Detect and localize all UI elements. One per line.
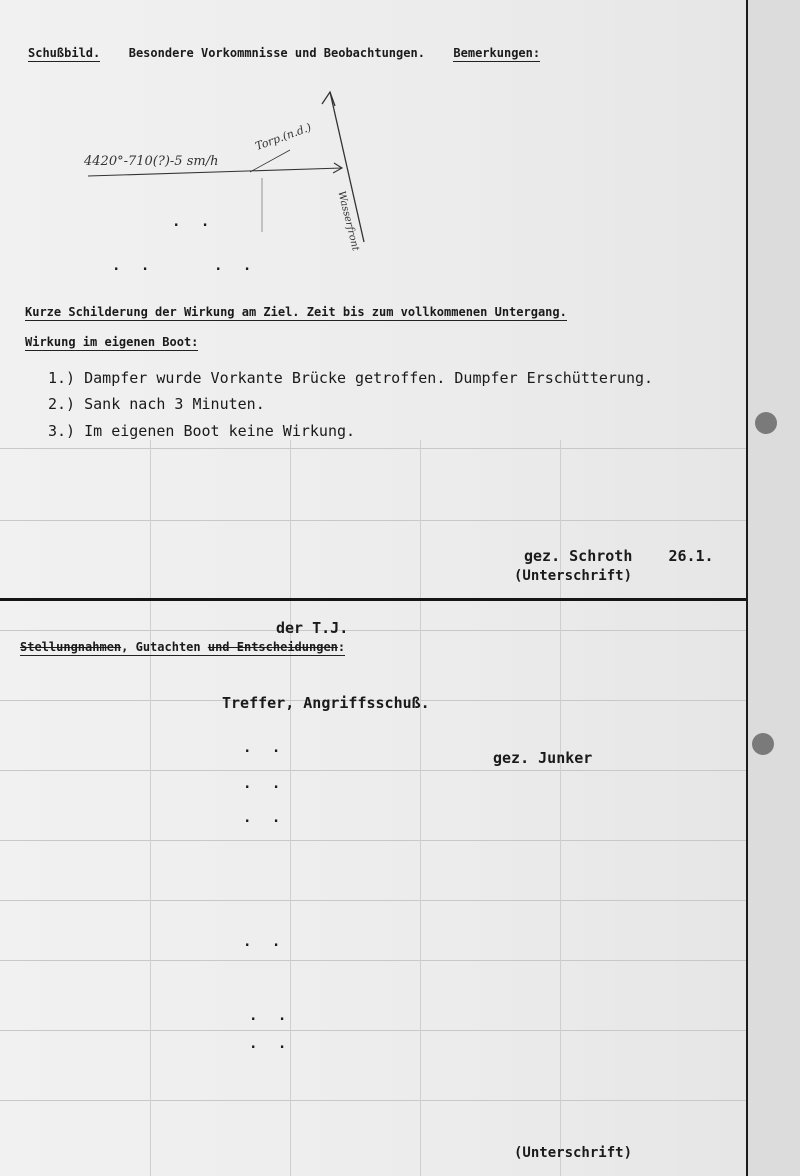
heading-colon: : — [337, 640, 346, 654]
fill-dots: . . — [172, 214, 216, 230]
sketch-target-label: Wasserfront — [335, 190, 361, 253]
effect-item: 2.) Sank nach 3 Minuten. — [48, 395, 265, 413]
bleed-line — [150, 440, 151, 1176]
bleed-line — [290, 440, 291, 1176]
fill-dots: . . — [243, 776, 287, 792]
sketch-tick — [250, 150, 290, 172]
effect-item: 1.) Dampfer wurde Vorkante Brücke getroffen. Dumpfer Erschütterung. — [48, 369, 654, 387]
fill-dots: . . — [243, 740, 287, 756]
fill-dots: . . — [249, 1036, 293, 1052]
page-margin-strip — [748, 0, 800, 1176]
section-statements-heading — [20, 640, 345, 654]
signature-text: gez. Schroth — [524, 547, 633, 565]
junker-signature: gez. Junker — [493, 749, 593, 767]
section-effect-on-target-heading — [25, 305, 567, 319]
fill-dots: . . — [214, 258, 258, 274]
signature-caption: (Unterschrift) — [514, 568, 633, 584]
struck-stellungnahmen: Stellungnahmen — [20, 640, 122, 654]
bleed-line — [0, 840, 746, 841]
fill-dots: . . — [249, 1008, 293, 1024]
bleed-line — [0, 520, 746, 521]
section-divider — [0, 598, 746, 601]
bleed-line — [0, 770, 746, 771]
bleed-line — [0, 1100, 746, 1101]
section-effect-own-boat-heading — [25, 335, 198, 349]
bleed-line — [0, 630, 746, 631]
punch-hole — [752, 733, 774, 755]
effect-own-boat-heading-text: Wirkung im eigenen Boot: — [25, 335, 199, 349]
sketch-torpedo-label: Torp.(n.d.) — [253, 120, 314, 153]
fill-dots: . . — [112, 258, 156, 274]
punch-hole — [755, 412, 777, 434]
fill-dots: . . — [243, 810, 287, 826]
heading-vorkommnisse: Besondere Vorkommnisse und Beobachtungen. — [128, 46, 425, 60]
commander-signature — [524, 547, 714, 565]
heading-gutachten: , Gutachten — [121, 640, 208, 654]
signature-caption-bottom: (Unterschrift) — [514, 1145, 633, 1161]
bleed-line — [0, 900, 746, 901]
fill-dots: . . — [243, 934, 287, 950]
torpedo-track-line — [88, 168, 342, 176]
tj-note: der T.J. — [276, 619, 349, 637]
heading-schussbild: Schußbild. — [28, 46, 101, 60]
bleed-line — [0, 960, 746, 961]
struck-entscheidungen: und Entscheidungen — [207, 640, 338, 654]
heading-bemerkungen: Bemerkungen: — [453, 46, 541, 60]
effect-item: 3.) Im eigenen Boot keine Wirkung. — [48, 422, 356, 440]
shot-sketch — [0, 0, 746, 300]
bleed-line — [0, 1030, 746, 1031]
bleed-line — [420, 440, 421, 1176]
verdict-text: Treffer, Angriffsschuß. — [222, 694, 430, 712]
sketch-course-note: 4420°-710(?)-5 sm/h — [84, 154, 219, 169]
signature-date: 26.1. — [668, 547, 714, 565]
effect-on-target-heading-text: Kurze Schilderung der Wirkung am Ziel. Zeit bis zum vollkommenen Untergang. — [25, 305, 567, 319]
bleed-line — [0, 448, 746, 449]
statements-heading — [20, 640, 345, 656]
